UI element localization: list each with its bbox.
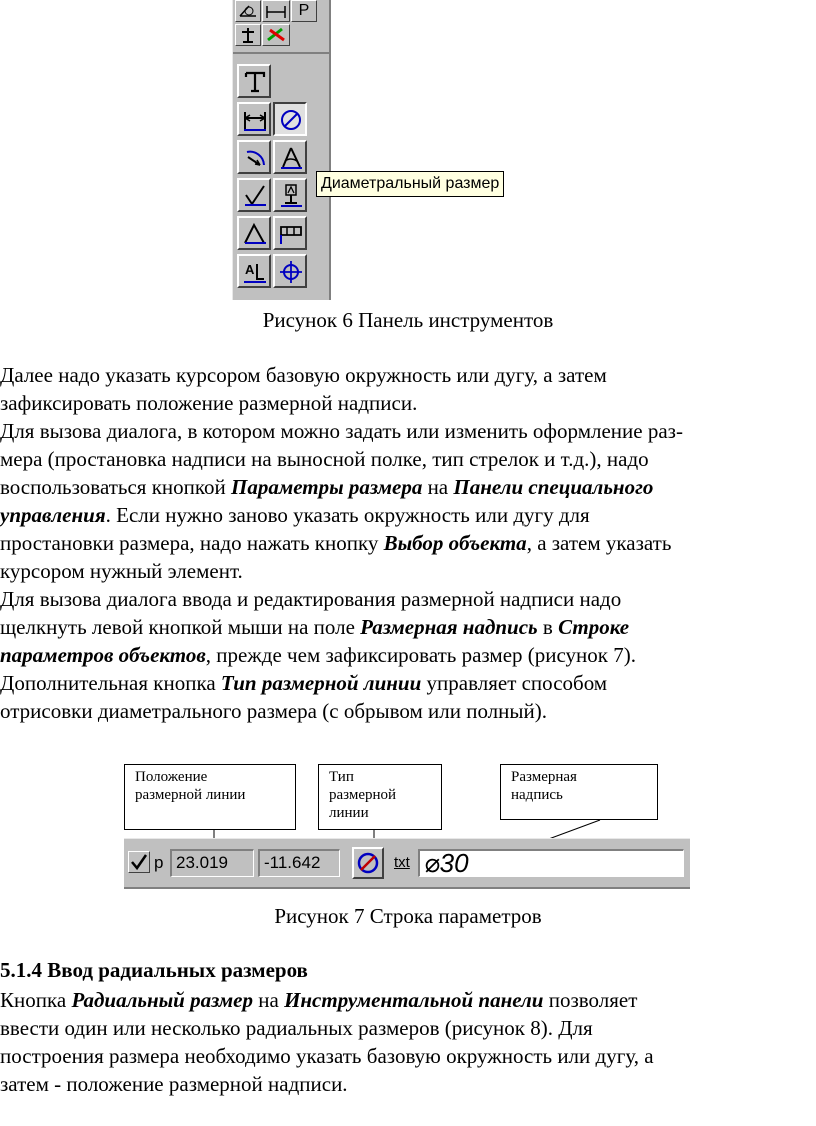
text-line: Для вызова диалога ввода и редактирования размерной надписи надо xyxy=(0,587,622,611)
text-run: на xyxy=(253,988,285,1012)
text-line: мера (простановка надписи на выносной полке, тип стрелок и т.д.), надо xyxy=(0,447,649,471)
callout-text: надпись xyxy=(511,787,563,803)
term-object-parameters: параметров объектов xyxy=(0,643,206,667)
callout-text: размерной xyxy=(329,787,397,803)
section-paragraph xyxy=(0,986,816,1098)
p-tool-button[interactable]: P xyxy=(291,0,317,22)
text-line: Далее надо указать курсором базовую окружность или дугу, а затем xyxy=(0,363,607,387)
callout-text: линии xyxy=(329,805,369,821)
text-line xyxy=(0,986,816,1014)
object-parameters-row xyxy=(124,838,690,889)
term-dimension-line-type: Тип размерной линии xyxy=(220,671,422,695)
text-run: , прежде чем зафиксировать размер (рисунок 7). xyxy=(205,643,636,667)
term-radial-dimension: Радиальный размер xyxy=(71,988,253,1012)
text-run: Дополнительная кнопка xyxy=(0,671,221,695)
point-label: p xyxy=(154,853,164,872)
x-coordinate-field[interactable]: 23.019 xyxy=(170,849,254,877)
text-run: на xyxy=(422,475,454,499)
text-run: управляет способом xyxy=(421,671,608,695)
text-line: отрисовки диаметрального размера (с обрывом или полный). xyxy=(0,699,547,723)
text-line: ввести один или несколько радиальных размеров (рисунок 8). Для xyxy=(0,1016,593,1040)
text-run: в xyxy=(537,615,559,639)
text-label: txt xyxy=(394,854,410,871)
term-row: Строке xyxy=(558,615,630,639)
text-line: Для вызова диалога, в котором можно задать или изменить оформление раз- xyxy=(0,419,683,443)
text-run: Кнопка xyxy=(0,988,72,1012)
section-heading: 5.1.4 Ввод радиальных размеров xyxy=(0,958,308,982)
text-line: курсором нужный элемент. xyxy=(0,559,243,583)
term-select-object: Выбор объекта xyxy=(383,531,527,555)
diameter-dimension-tooltip: Диаметральный размер xyxy=(316,171,504,197)
term-parameters-dimension: Параметры размера xyxy=(231,475,423,499)
y-coordinate-field[interactable]: -11.642 xyxy=(258,849,340,877)
callout-text: Тип xyxy=(329,769,354,785)
dimension-line-type-button[interactable] xyxy=(352,847,384,879)
text-run: простановки размера, надо нажать кнопку xyxy=(0,531,384,555)
checkmark-icon xyxy=(129,852,149,872)
dimension-text-field[interactable]: ⌀30 xyxy=(418,849,684,877)
text-line: зафиксировать положение размерной надписи. xyxy=(0,391,418,415)
text-run: позволяет xyxy=(543,988,638,1012)
callout-text: Размерная xyxy=(511,769,577,785)
text-run: , а затем указать xyxy=(526,531,672,555)
diameter-dimension-icon xyxy=(354,849,382,877)
term-dimension-text: Размерная надпись xyxy=(360,615,538,639)
fix-checkbox-button[interactable] xyxy=(128,851,150,873)
figure7-caption: Рисунок 7 Строка параметров xyxy=(274,904,542,928)
text-run: щелкнуть левой кнопкой мыши на поле xyxy=(0,615,361,639)
text-line: построения размера необходимо указать базовую окружность или дугу, а xyxy=(0,1044,654,1068)
text-run: воспользоваться кнопкой xyxy=(0,475,232,499)
term-tool-panel: Инструментальной панели xyxy=(284,988,544,1012)
text-run: . Если нужно заново указать окружность или дугу для xyxy=(105,503,590,527)
text-line: затем - положение размерной надписи. xyxy=(0,1072,348,1096)
term-special-panel: Панели специального xyxy=(453,475,654,499)
figure6-caption: Рисунок 6 Панель инструментов xyxy=(262,308,554,332)
term-control: управления xyxy=(0,503,106,527)
callout-text: размерной линии xyxy=(135,787,246,803)
svg-text:A: A xyxy=(245,262,255,277)
callout-text: Положение xyxy=(135,769,208,785)
